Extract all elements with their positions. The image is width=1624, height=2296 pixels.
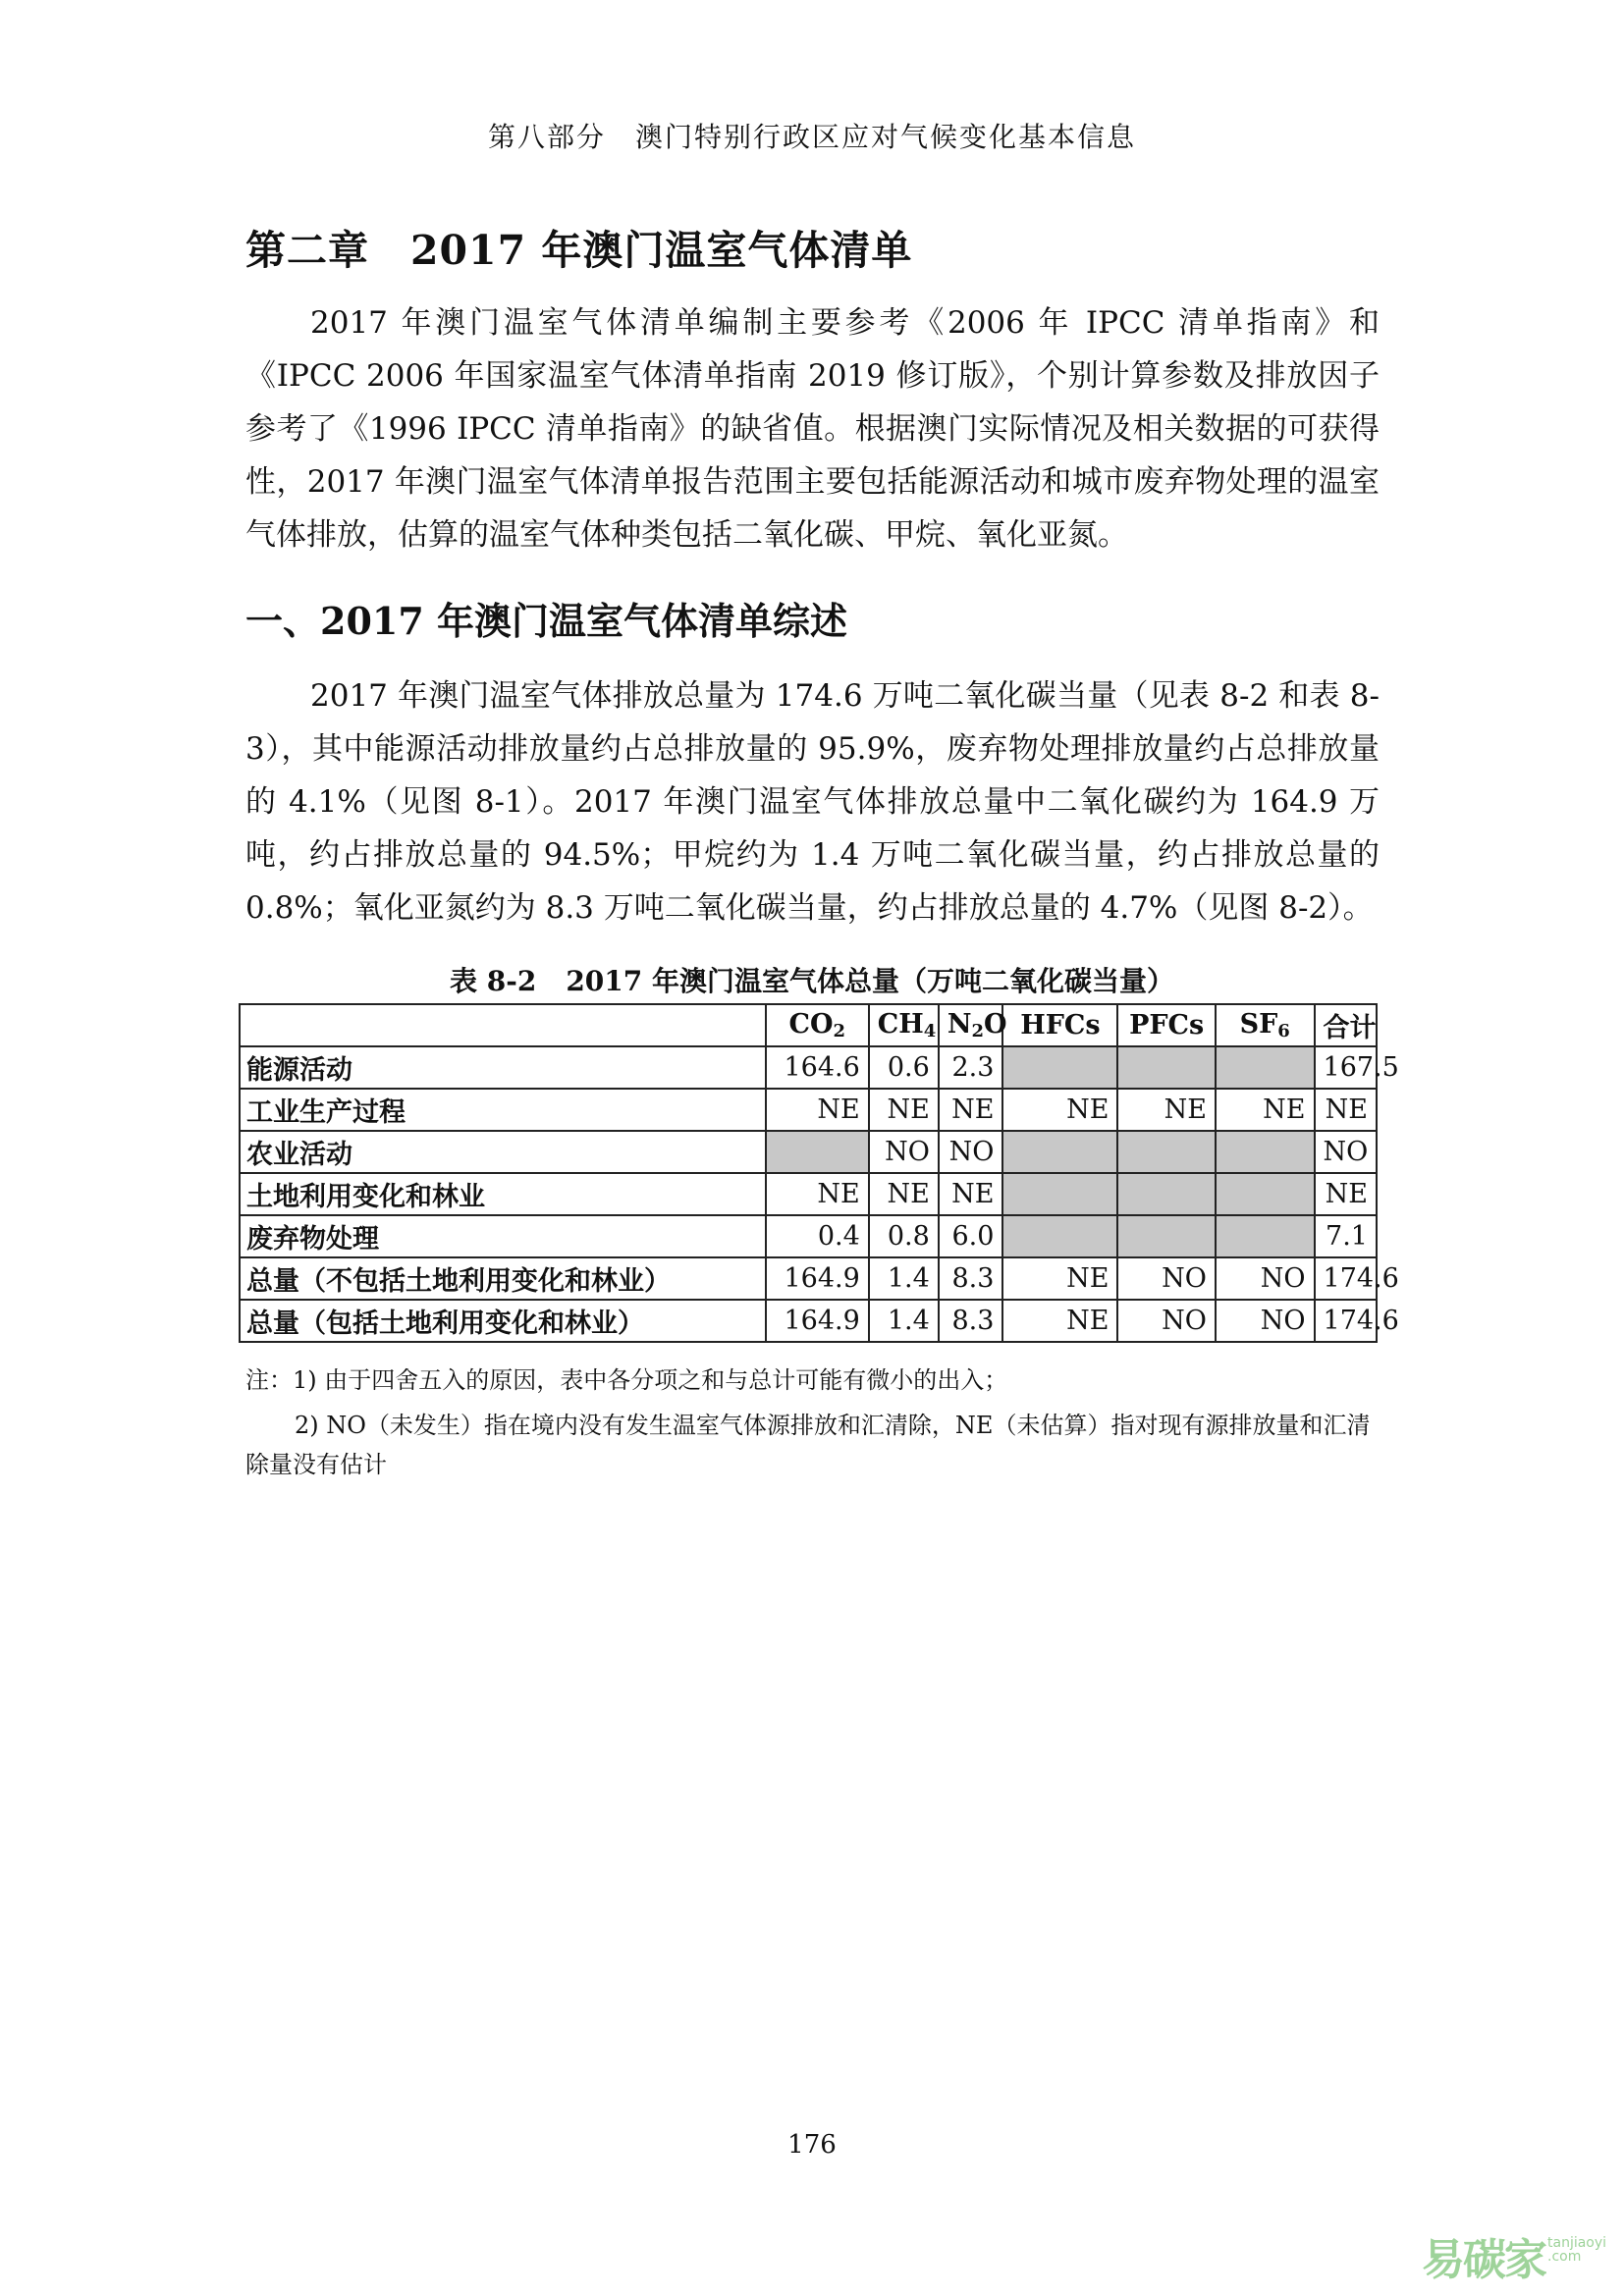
header-n2o: $N_2O$ bbox=[939, 1004, 1003, 1046]
row-label: 总量（包括土地利用变化和林业） bbox=[240, 1300, 766, 1342]
table-row bbox=[240, 1046, 1377, 1089]
cell-co2: NE bbox=[766, 1173, 869, 1215]
section-title: 一、2017 年澳门温室气体清单综述 bbox=[245, 599, 847, 643]
cell-pfcs: NE bbox=[1117, 1089, 1216, 1131]
cell-hfcs: NE bbox=[1002, 1300, 1117, 1342]
cell-hfcs-shaded bbox=[1002, 1215, 1117, 1257]
table-caption-title: 2017 年澳门温室气体总量（万吨二氧化碳当量） bbox=[566, 965, 1175, 997]
cell-co2: NE bbox=[766, 1089, 869, 1131]
watermark-logo bbox=[1422, 2220, 1608, 2285]
cell-ch4: NE bbox=[869, 1089, 939, 1131]
cell-total: NE bbox=[1315, 1089, 1377, 1131]
cell-pfcs: NO bbox=[1117, 1257, 1216, 1300]
table-row bbox=[240, 1173, 1377, 1215]
header-ch4: $CH_4$ bbox=[869, 1004, 939, 1046]
cell-sf6: NO bbox=[1216, 1257, 1315, 1300]
cell-ch4: 1.4 bbox=[869, 1257, 939, 1300]
table-note-1: 注：1) 由于四舍五入的原因，表中各分项之和与总计可能有微小的出入； bbox=[245, 1366, 1008, 1394]
chapter-number: 第二章 bbox=[245, 227, 369, 274]
cell-n2o: 2.3 bbox=[939, 1046, 1003, 1089]
emissions-table bbox=[239, 1003, 1399, 1343]
header-pfcs: PFCs bbox=[1117, 1004, 1216, 1046]
cell-n2o: 8.3 bbox=[939, 1257, 1003, 1300]
intro-paragraph: 2017 年澳门温室气体清单编制主要参考《2006 年 IPCC 清单指南》和《IPCC 2006 年国家温室气体清单指南 2019 修订版》，个别计算参数及排放因子参考了《1996 IPCC 清单指南》的缺省值。根据澳门实际情况及相关数据的可获得性，2017 年澳门温室气体清单报告范围主要包括能源活动和城市废弃物处理的温室气体排放，估算的温室气体种类包括二氧化碳、甲烷、氧化亚氮。 bbox=[245, 305, 1380, 553]
cell-total: 174.6 bbox=[1315, 1300, 1377, 1342]
cell-total: 174.6 bbox=[1315, 1257, 1377, 1300]
header-co2: $CO_2$ bbox=[766, 1004, 869, 1046]
running-header: 第八部分 澳门特别行政区应对气候变化基本信息 bbox=[487, 121, 1136, 153]
cell-n2o: NO bbox=[939, 1131, 1003, 1173]
cell-sf6: NO bbox=[1216, 1300, 1315, 1342]
row-label: 农业活动 bbox=[240, 1131, 766, 1173]
cell-sf6-shaded bbox=[1216, 1046, 1315, 1089]
cell-ch4: 1.4 bbox=[869, 1300, 939, 1342]
chapter-name: 2017 年澳门温室气体清单 bbox=[410, 227, 913, 274]
cell-sf6: NE bbox=[1216, 1089, 1315, 1131]
row-label: 废弃物处理 bbox=[240, 1215, 766, 1257]
cell-sf6-shaded bbox=[1216, 1173, 1315, 1215]
cell-sf6-shaded bbox=[1216, 1215, 1315, 1257]
cell-hfcs-shaded bbox=[1002, 1173, 1117, 1215]
table-note-2: 2) NO（未发生）指在境内没有发生温室气体源排放和汇清除，NE（未估算）指对现有源排放量和汇清除量没有估计 bbox=[245, 1412, 1371, 1478]
cell-co2: 0.4 bbox=[766, 1215, 869, 1257]
header-category bbox=[240, 1004, 766, 1046]
cell-hfcs-shaded bbox=[1002, 1046, 1117, 1089]
cell-co2-shaded bbox=[766, 1131, 869, 1173]
header-hfcs: HFCs bbox=[1002, 1004, 1117, 1046]
chapter-title bbox=[245, 218, 912, 276]
row-label: 工业生产过程 bbox=[240, 1089, 766, 1131]
table-caption-number: 表 8-2 bbox=[449, 965, 537, 997]
page-number: 176 bbox=[787, 2130, 837, 2160]
table-row bbox=[240, 1215, 1377, 1257]
cell-hfcs: NE bbox=[1002, 1089, 1117, 1131]
cell-co2: 164.9 bbox=[766, 1300, 869, 1342]
cell-hfcs: NE bbox=[1002, 1257, 1117, 1300]
cell-ch4: NO bbox=[869, 1131, 939, 1173]
cell-ch4: 0.8 bbox=[869, 1215, 939, 1257]
cell-pfcs: NO bbox=[1117, 1300, 1216, 1342]
cell-total: 167.5 bbox=[1315, 1046, 1377, 1089]
cell-ch4: 0.6 bbox=[869, 1046, 939, 1089]
header-total: 合计 bbox=[1315, 1004, 1377, 1046]
cell-total: NE bbox=[1315, 1173, 1377, 1215]
cell-total: NO bbox=[1315, 1131, 1377, 1173]
row-label: 能源活动 bbox=[240, 1046, 766, 1089]
cell-co2: 164.6 bbox=[766, 1046, 869, 1089]
row-label: 总量（不包括土地利用变化和林业） bbox=[240, 1257, 766, 1300]
watermark-brand: 易碳家 bbox=[1422, 2235, 1545, 2285]
cell-hfcs-shaded bbox=[1002, 1131, 1117, 1173]
table-caption bbox=[0, 960, 1624, 999]
table-row bbox=[240, 1257, 1377, 1300]
header-sf6: $SF_6$ bbox=[1216, 1004, 1315, 1046]
cell-n2o: 6.0 bbox=[939, 1215, 1003, 1257]
table-header-row bbox=[240, 1004, 1377, 1046]
table-row bbox=[240, 1089, 1377, 1131]
cell-sf6-shaded bbox=[1216, 1131, 1315, 1173]
cell-co2: 164.9 bbox=[766, 1257, 869, 1300]
cell-pfcs-shaded bbox=[1117, 1215, 1216, 1257]
table-row bbox=[240, 1300, 1377, 1342]
cell-pfcs-shaded bbox=[1117, 1046, 1216, 1089]
cell-n2o: NE bbox=[939, 1173, 1003, 1215]
cell-n2o: 8.3 bbox=[939, 1300, 1003, 1342]
cell-pfcs-shaded bbox=[1117, 1131, 1216, 1173]
cell-n2o: NE bbox=[939, 1089, 1003, 1131]
row-label: 土地利用变化和林业 bbox=[240, 1173, 766, 1215]
cell-total: 7.1 bbox=[1315, 1215, 1377, 1257]
summary-paragraph: 2017 年澳门温室气体排放总量为 174.6 万吨二氧化碳当量（见表 8-2 和表 8-3），其中能源活动排放量约占总排放量的 95.9%，废弃物处理排放量约占总排放量的 4.1%（见图 8-1）。2017 年澳门温室气体排放总量中二氧化碳约为 164.9 万吨，约占排放总量的 94.5%；甲烷约为 1.4 万吨二氧化碳当量，约占排放总量的 0.8%；氧化亚氮约为 8.3 万吨二氧化碳当量，约占排放总量的 4.7%（见图 8-2）。 bbox=[245, 678, 1380, 926]
cell-ch4: NE bbox=[869, 1173, 939, 1215]
cell-pfcs-shaded bbox=[1117, 1173, 1216, 1215]
table-row bbox=[240, 1131, 1377, 1173]
watermark-domain: tanjiaoyi .com bbox=[1547, 2235, 1607, 2265]
